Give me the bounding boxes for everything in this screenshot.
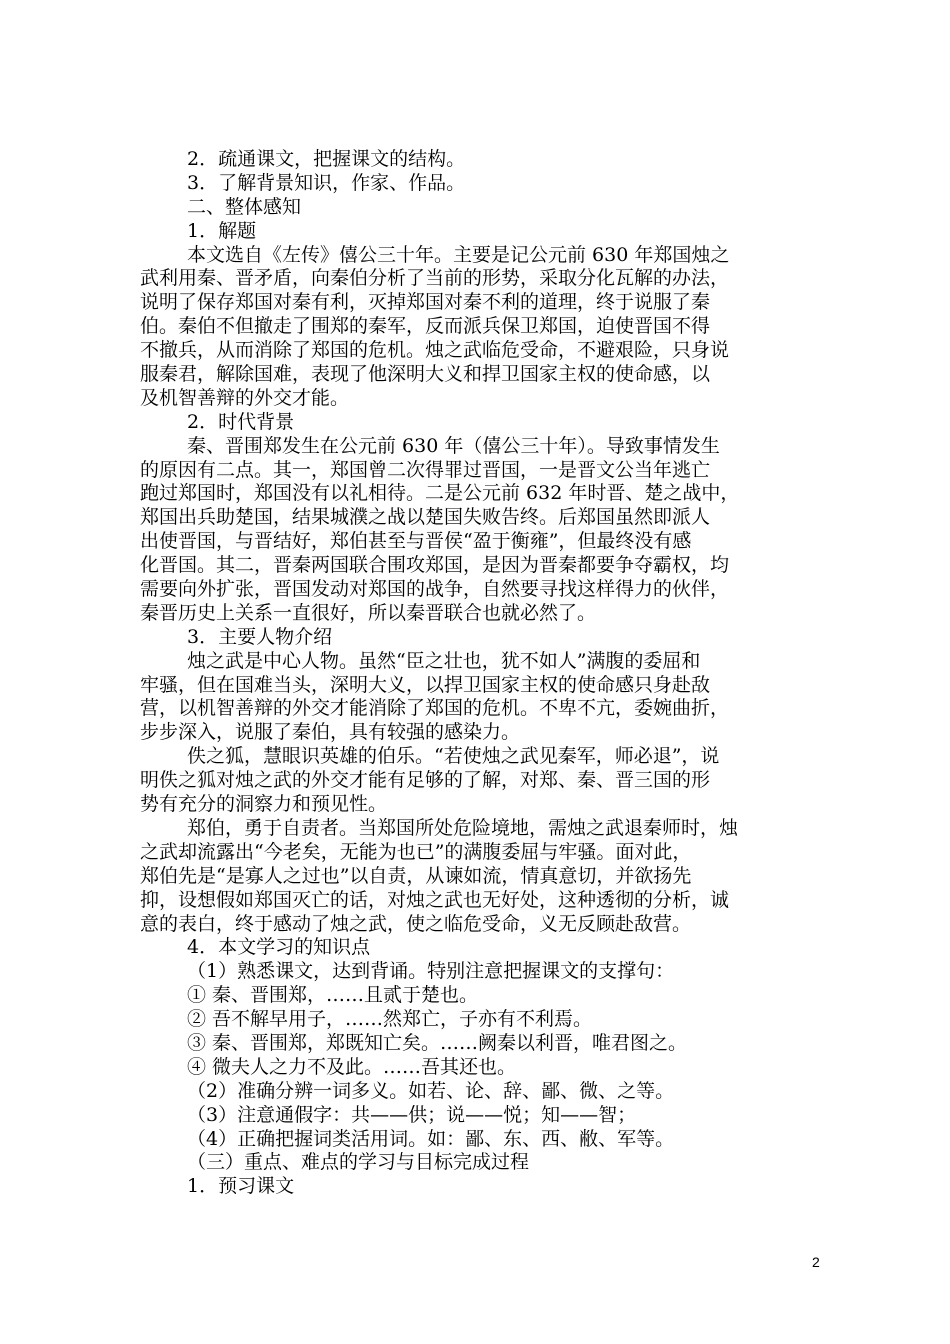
text-line: 3．主要人物介绍 bbox=[187, 625, 333, 648]
text-line: 2．疏通课文，把握课文的结构。 bbox=[187, 148, 466, 170]
text-line: 跑过郑国时，郑国没有以礼相待。二是公元前 632 年时晋、楚之战中， bbox=[140, 482, 740, 505]
text-line: 说明了保存郑国对秦有利，灭掉郑国对秦不利的道理，终于说服了秦 bbox=[140, 291, 711, 314]
text-line: ③ 秦、晋围郑，郑既知亡矣。……阙秦以利晋，唯君图之。 bbox=[187, 1031, 688, 1054]
text-line: 不撤兵，从而消除了郑国的危机。烛之武临危受命，不避艰险，只身说 bbox=[140, 339, 730, 362]
text-line: 郑国出兵助楚国，结果城濮之战以楚国失败告终。后郑国虽然即派人 bbox=[140, 506, 711, 529]
page-number: 2 bbox=[812, 1254, 820, 1270]
text-line: （三）重点、难点的学习与目标完成过程 bbox=[187, 1151, 530, 1174]
text-line: 武利用秦、晋矛盾，向秦伯分析了当前的形势，采取分化瓦解的办法， bbox=[140, 267, 730, 290]
text-line: 抑，设想假如郑国灭亡的话，对烛之武也无好处，这种透彻的分析，诚 bbox=[140, 888, 730, 911]
text-line: 佚之狐，慧眼识英雄的伯乐。“若使烛之武见秦军，师必退”，说 bbox=[187, 745, 720, 768]
text-line: 秦晋历史上关系一直很好，所以秦晋联合也就必然了。 bbox=[140, 601, 597, 624]
text-line: （4）正确把握词类活用词。如：鄙、东、西、敝、军等。 bbox=[187, 1127, 675, 1150]
document-body bbox=[140, 148, 805, 1199]
text-line: 意的表白，终于感动了烛之武，使之临危受命，义无反顾赴敌营。 bbox=[140, 912, 692, 935]
text-line: 二、整体感知 bbox=[187, 195, 302, 218]
text-line: 烛之武是中心人物。虽然“臣之壮也，犹不如人”满腹的委屈和 bbox=[187, 649, 701, 672]
text-line: 明佚之狐对烛之武的外交才能有足够的了解，对郑、秦、晋三国的形 bbox=[140, 769, 711, 792]
text-line: 需要向外扩张，晋国发动对郑国的战争，自然要寻找这样得力的伙伴， bbox=[140, 578, 730, 601]
text-line: 1．解题 bbox=[187, 219, 257, 242]
text-line: 4．本文学习的知识点 bbox=[187, 936, 371, 959]
text-line: 步步深入，说服了秦伯，具有较强的感染力。 bbox=[140, 721, 521, 744]
text-line: 营，以机智善辩的外交才能消除了郑国的危机。不卑不亢，委婉曲折， bbox=[140, 697, 730, 720]
text-line: 1．预习课文 bbox=[187, 1175, 295, 1198]
text-line: ① 秦、晋围郑，……且贰于楚也。 bbox=[187, 984, 479, 1007]
text-line: 本文选自《左传》僖公三十年。主要是记公元前 630 年郑国烛之 bbox=[187, 243, 730, 266]
text-line: （3）注意通假字：共——供；说——悦；知——智； bbox=[187, 1103, 637, 1126]
text-line: 服秦君，解除国难，表现了他深明大义和捍卫国家主权的使命感，以 bbox=[140, 363, 711, 386]
text-line: 及机智善辩的外交才能。 bbox=[140, 386, 350, 409]
text-line: 势有充分的洞察力和预见性。 bbox=[140, 793, 388, 816]
text-line: 伯。秦伯不但撤走了围郑的秦军，反而派兵保卫郑国，迫使晋国不得 bbox=[140, 315, 711, 338]
text-line: 的原因有二点。其一，郑国曾二次得罪过晋国，一是晋文公当年逃亡 bbox=[140, 458, 711, 481]
text-line: 郑伯，勇于自责者。当郑国所处危险境地，需烛之武退秦师时，烛 bbox=[187, 816, 739, 839]
text-line: 郑伯先是“是寡人之过也”以自责，从谏如流，情真意切，并欲扬先 bbox=[140, 864, 692, 887]
text-line: ② 吾不解早用子，……然郑亡，子亦有不利焉。 bbox=[187, 1008, 593, 1031]
text-line: 牢骚，但在国难当头，深明大义，以捍卫国家主权的使命感只身赴敌 bbox=[140, 673, 711, 696]
text-line: 秦、晋围郑发生在公元前 630 年（僖公三十年）。导致事情发生 bbox=[187, 434, 720, 457]
text-line: （1）熟悉课文，达到背诵。特别注意把握课文的支撑句： bbox=[187, 960, 675, 983]
text-line: 化晋国。其二，晋秦两国联合围攻郑国，是因为晋秦都要争夺霸权，均 bbox=[140, 554, 730, 577]
text-line: 3．了解背景知识，作家、作品。 bbox=[187, 171, 466, 194]
text-line: ④ 微夫人之力不及此。……吾其还也。 bbox=[187, 1055, 517, 1078]
text-line: 之武却流露出“今老矣，无能为也已”的满腹委屈与牢骚。面对此， bbox=[140, 840, 692, 863]
text-line: （2）准确分辨一词多义。如若、论、辞、鄙、微、之等。 bbox=[187, 1079, 675, 1102]
text-line: 2．时代背景 bbox=[187, 410, 295, 433]
text-line: 出使晋国，与晋结好，郑伯甚至与晋侯“盈于衡雍”，但最终没有感 bbox=[140, 530, 692, 553]
